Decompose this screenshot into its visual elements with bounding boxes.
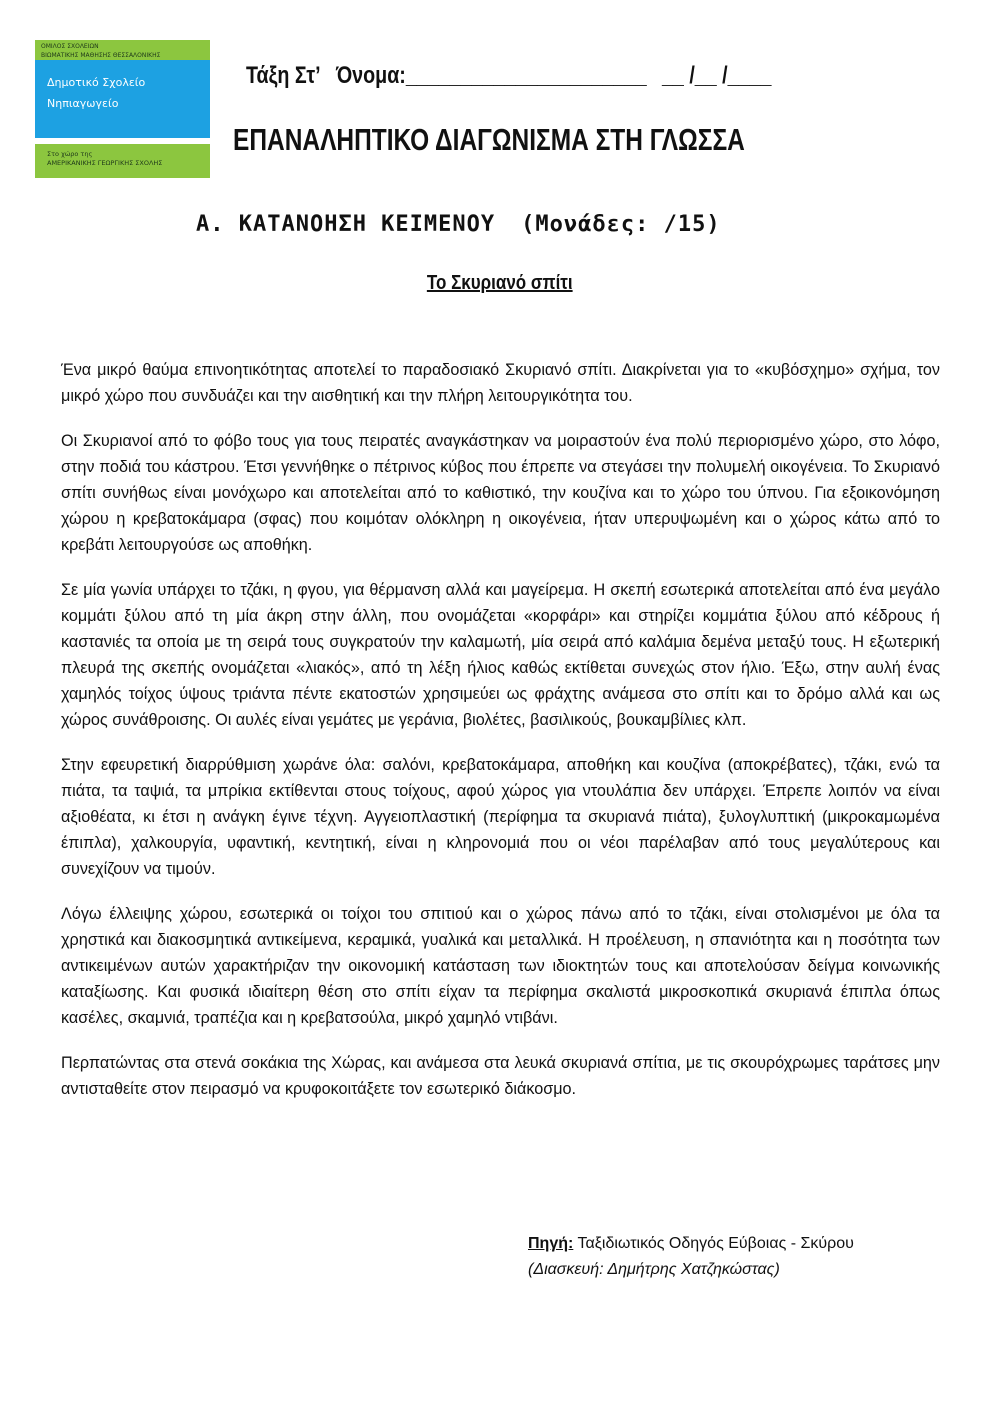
- logo-top-line-2: ΒΙΩΜΑΤΙΚΗΣ ΜΑΘΗΣΗΣ ΘΕΣΣΑΛΟΝΙΚΗΣ: [41, 52, 161, 59]
- paragraph: Ένα μικρό θαύμα επινοητικότητας αποτελεί το παραδοσιακό Σκυριανό σπίτι. Διακρίνεται για το «κυβόσχημο» σχήμα, τον μικρό χώρο που συνδυάζει και την αισθητική και την πλήρη λειτουργικότητα του.: [61, 361, 940, 405]
- text-title-label: Το Σκυριανό σπίτι: [427, 272, 573, 294]
- class-label: Τάξη Στ’: [246, 62, 321, 89]
- paragraph: Περπατώντας στα στενά σοκάκια της Χώρας, και ανάμεσα στα λευκά σκυριανά σπίτια, με τις σκουρόχρωμες ταράτσες μην αντισταθείτε στον πειρασμό να κρυφοκοιτάξετε τον εσωτερικό διάκοσμο.: [61, 1054, 940, 1098]
- source-text: Ταξιδιωτικός Οδηγός Εύβοιας - Σκύρου: [573, 1235, 854, 1252]
- section-label: Α. ΚΑΤΑΝΟΗΣΗ ΚΕΙΜΕΝΟΥ: [196, 212, 496, 237]
- name-field[interactable]: Όνομα:______________________: [335, 62, 647, 89]
- logo-main-band: [35, 60, 210, 138]
- source-citation: [528, 1231, 948, 1283]
- logo-bottom-line-1: Στο χώρο της: [47, 150, 93, 158]
- section-score: (Μονάδες: /15): [521, 212, 721, 237]
- section-heading: [196, 212, 836, 237]
- date-field[interactable]: __ /__ /____: [661, 62, 772, 89]
- paragraph: Στην εφευρετική διαρρύθμιση χωράνε όλα: σαλόνι, κρεβατοκάμαρα, αποθήκη και κουζίνα (αποκρέβατες), τζάκι, ενώ τα πιάτα, τα ταψιά, τα μπρίκια εκτίθενται στους τοίχους, αφού χώρος για ντουλάπια δεν υπάρχει. Έπρεπε λοιπόν να είναι αξιοθέατα, κι έτσι η ανάγκη έγινε τέχνη. Αγγειοπλαστική (περίφημα τα σκυριανά πιάτα), ξυλογλυπτική (μικροκαμωμένα έπιπλα), χαλκουργία, υφαντική, κεντητική, είναι η κληρονομιά που οι νέοι παρέλαβαν από τους μεγαλύτερους και συνεχίζουν να τιμούν.: [61, 756, 940, 878]
- paragraph: Λόγω έλλειψης χώρου, εσωτερικά οι τοίχοι του σπιτιού και ο χώρος πάνω από το τζάκι, είναι στολισμένοι με όλα τα χρηστικά και διακοσμητικά αντικείμενα, κεραμικά, γυαλικά και μεταλλικά. Η προέλευση, η σπανιότητα και η ποσότητα των αντικειμένων αυτών χαρακτήριζαν την οικονομική κατάσταση των ιδιοκτητών τους και αποτελούσαν δείγμα κοινωνικής καταξίωσης. Και φυσικά ιδιαίτερη θέση στο σπίτι είχαν τα περίφημα σκαλιστά μικροσκοπικά σκυριανά έπιπλα όπως κασέλες, σκαμνιά, τραπέζια και η κρεβατσούλα, μικρό χαμηλό ντιβάνι.: [61, 905, 940, 1027]
- exam-title: ΕΠΑΝΑΛΗΠΤΙΚΟ ΔΙΑΓΩΝΙΣΜΑ ΣΤΗ ΓΛΩΣΣΑ: [233, 122, 745, 157]
- paragraph: Οι Σκυριανοί από το φόβο τους για τους πειρατές αναγκάστηκαν να μοιραστούν ένα πολύ περιορισμένο χώρο, στο λόφο, στην ποδιά του κάστρου. Έτσι γεννήθηκε ο πέτρινος κύβος που έπρεπε να στεγάσει την πολυμελή οικογένεια. Το Σκυριανό σπίτι συνήθως είναι μονόχωρο και αποτελείται από το καθιστικό, την κουζίνα και το χώρο του ύπνου. Για εξοικονόμηση χώρου η κρεβατοκάμαρα (σφας) που κοιμόταν ολόκληρη η οικογένεια, ήταν υπερυψωμένη και ο χώρος κάτω από το κρεβάτι λειτουργούσε ως αποθήκη.: [61, 432, 940, 554]
- logo-kindergarten: Νηπιαγωγείο: [47, 97, 119, 110]
- school-logo: [35, 40, 210, 178]
- text-title: [0, 272, 1000, 295]
- source-label: Πηγή:: [528, 1235, 574, 1252]
- logo-bottom-band: [35, 144, 210, 178]
- logo-top-band: [35, 40, 210, 60]
- adaptation-credit: (Διασκευή: Δημήτρης Χατζηκώστας): [528, 1261, 780, 1278]
- logo-school-name: Δημοτικό Σχολείο: [47, 76, 146, 89]
- logo-bottom-line-2: ΑΜΕΡΙΚΑΝΙΚΗΣ ΓΕΩΡΓΙΚΗΣ ΣΧΟΛΗΣ: [47, 159, 163, 167]
- paragraph: Σε μία γωνία υπάρχει το τζάκι, η φγου, για θέρμανση αλλά και μαγείρεμα. Η σκεπή εσωτερικά αποτελείται από ένα μεγάλο κομμάτι ξύλου από τη μία άκρη στην άλλη, που ονομάζεται «κορφάρι» και στηρίζει κομμάτια ξύλου από κέδρους ή καστανιές τα οποία με τη σειρά τους συγκρατούν την καλαμωτή, μία σειρά από καλάμια δεμένα μεταξύ τους. Η εξωτερική πλευρά της σκεπής ονομάζεται «λιακός», από τη λέξη ήλιος καθώς εκτίθεται συνεχώς στον ήλιο. Έξω, στην αυλή ένας χαμηλός τοίχος ύψους τριάντα πέντε εκατοστών χρησιμεύει ως φράχτης ανάμεσα στο σπίτι και το δρόμο αλλά και ως χώρος συνάθροισης. Οι αυλές είναι γεμάτες με γεράνια, βιολέτες, βασιλικούς, βουκαμβίλιες κλπ.: [61, 581, 940, 729]
- student-info-line: [246, 62, 820, 90]
- reading-passage: [61, 357, 940, 1121]
- logo-top-line-1: ΟΜΙΛΟΣ ΣΧΟΛΕΙΩΝ: [41, 43, 99, 50]
